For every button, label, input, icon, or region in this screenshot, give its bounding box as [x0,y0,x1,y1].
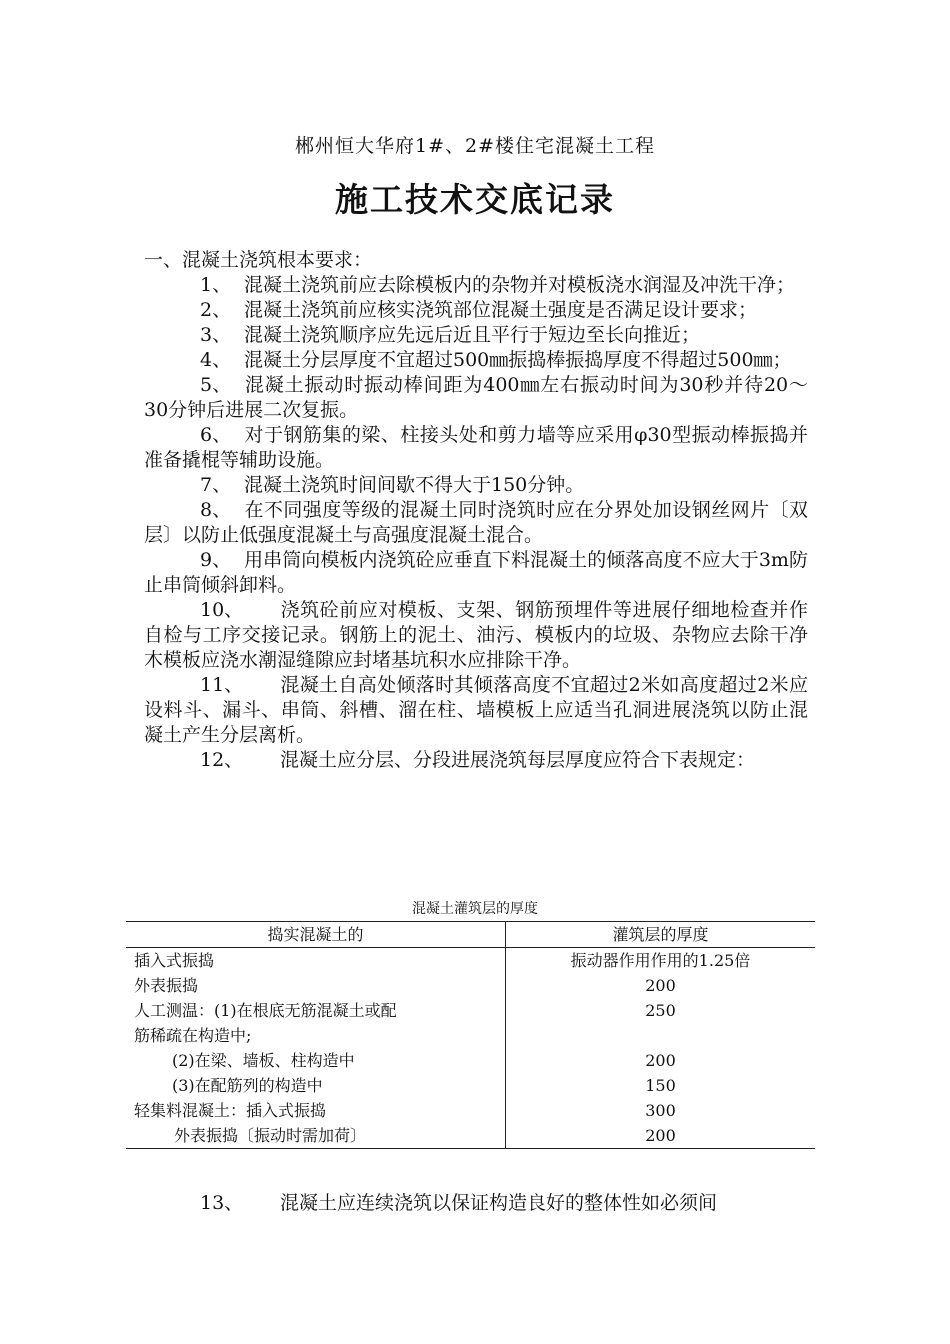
list-item [144,323,808,348]
cell-method: 轻集料混凝土：插入式振捣 [126,1098,506,1123]
list-item [144,673,808,748]
table-row [126,1023,815,1048]
item-text: 浇筑砼前应对模板、支架、钢筋预埋件等进展仔细地检查并作自检与工序交接记录。钢筋上的泥土、油污、模板内的垃圾、杂物应去除干净木模板应浇水潮湿缝隙应封堵基坑积水应排除干净。 [144,599,808,671]
list-item [144,598,808,673]
cell-thickness: 200 [645,976,676,995]
item-number: 5、 [200,374,232,396]
cell-method: (2)在梁、墙板、柱构造中 [126,1048,506,1073]
item-text: 混凝土分层厚度不宜超过500㎜振捣棒振捣厚度不得超过500㎜； [244,349,792,371]
item-number: 4、 [200,349,232,371]
cell-method: 人工测温：(1)在根底无筋混凝土或配 [126,998,506,1023]
item-text: 混凝土浇筑前应去除模板内的杂物并对模板浇水润湿及冲洗干净； [244,274,796,296]
item-number: 1、 [200,274,232,296]
cell-thickness: 150 [645,1076,676,1095]
item-text: 混凝土浇筑时间间歇不得大于150分钟。 [244,474,585,496]
item-number: 12、 [200,749,244,771]
list-item [144,548,808,598]
list-item [144,298,808,323]
list-item [144,423,808,473]
cell-thickness: 200 [506,1123,816,1149]
table-header-row [126,922,815,948]
section-heading: 一、混凝土浇筑根本要求： [144,249,373,271]
table-caption: 混凝土灌筑层的厚度 [412,901,538,917]
list-item [144,373,808,423]
table-row [126,948,815,974]
item-number: 6、 [200,424,232,446]
cell-method: 插入式振捣 [126,948,506,974]
item-number: 10、 [200,599,244,621]
table-row [126,998,815,1023]
item-number: 3、 [200,324,232,346]
table-row [126,1123,815,1149]
item-number: 13、 [200,1192,244,1214]
cell-thickness: 250 [645,1001,676,1020]
item-number: 9、 [200,549,232,571]
item-text: 混凝土浇筑顺序应先远后近且平行于短边至长向推近； [244,324,701,346]
item-text: 对于钢筋集的梁、柱接头处和剪力墙等应采用φ30型振动棒振捣并准备撬棍等辅助设施。 [144,424,808,471]
cell-method: 筋稀疏在构造中; [126,1023,506,1048]
item-number: 7、 [200,474,232,496]
cell-method: 外表振捣 [126,973,506,998]
column-header-thickness: 灌筑层的厚度 [506,922,816,948]
cell-method: (3)在配筋列的构造中 [126,1073,506,1098]
item-text: 混凝土应连续浇筑以保证构造良好的整体性如必须间 [280,1192,718,1214]
item-text: 混凝土浇筑前应核实浇筑部位混凝土强度是否满足设计要求； [244,299,758,321]
list-item [144,273,808,298]
item-text: 在不同强度等级的混凝土同时浇筑时应在分界处加设钢丝网片〔双层〕以防止低强度混凝土与高强度混凝土混合。 [144,499,808,546]
item-number: 2、 [200,299,232,321]
item-number: 11、 [200,674,244,696]
table-row [126,1048,815,1073]
cell-thickness [506,1023,816,1048]
cell-thickness: 振动器作用作用的1.25倍 [570,951,751,970]
item-text: 混凝土应分层、分段进展浇筑每层厚度应符合下表规定： [280,749,756,771]
table-row [126,1098,815,1123]
page-title: 施工技术交底记录 [335,180,615,219]
item-number: 8、 [200,499,232,521]
table-row [126,973,815,998]
list-item [144,348,808,373]
cell-thickness: 300 [645,1101,676,1120]
cell-method: 外表振捣〔振动时需加荷〕 [126,1123,506,1149]
project-subtitle: 郴州恒大华府1#、2#楼住宅混凝土工程 [294,135,656,157]
cell-thickness: 200 [645,1051,676,1070]
column-header-method: 捣实混凝土的 [126,922,506,948]
requirements-section [144,248,808,773]
pour-thickness-table [126,921,815,1149]
item-text: 用串筒向模板内浇筑砼应垂直下料混凝土的倾落高度不应大于3m防止串筒倾斜卸料。 [144,549,808,596]
list-item [144,748,808,773]
list-item [144,473,808,498]
list-item [144,498,808,548]
item-text: 混凝土振动时振动棒间距为400㎜左右振动时间为30秒并待20～30分钟后进展二次复振。 [144,374,808,421]
item-text: 混凝土自高处倾落时其倾落高度不宜超过2米如高度超过2米应设料斗、漏斗、串筒、斜槽、溜在柱、墙模板上应适当孔洞进展浇筑以防止混凝土产生分层离析。 [144,674,808,746]
table-row [126,1073,815,1098]
list-item-continued [144,1191,808,1216]
